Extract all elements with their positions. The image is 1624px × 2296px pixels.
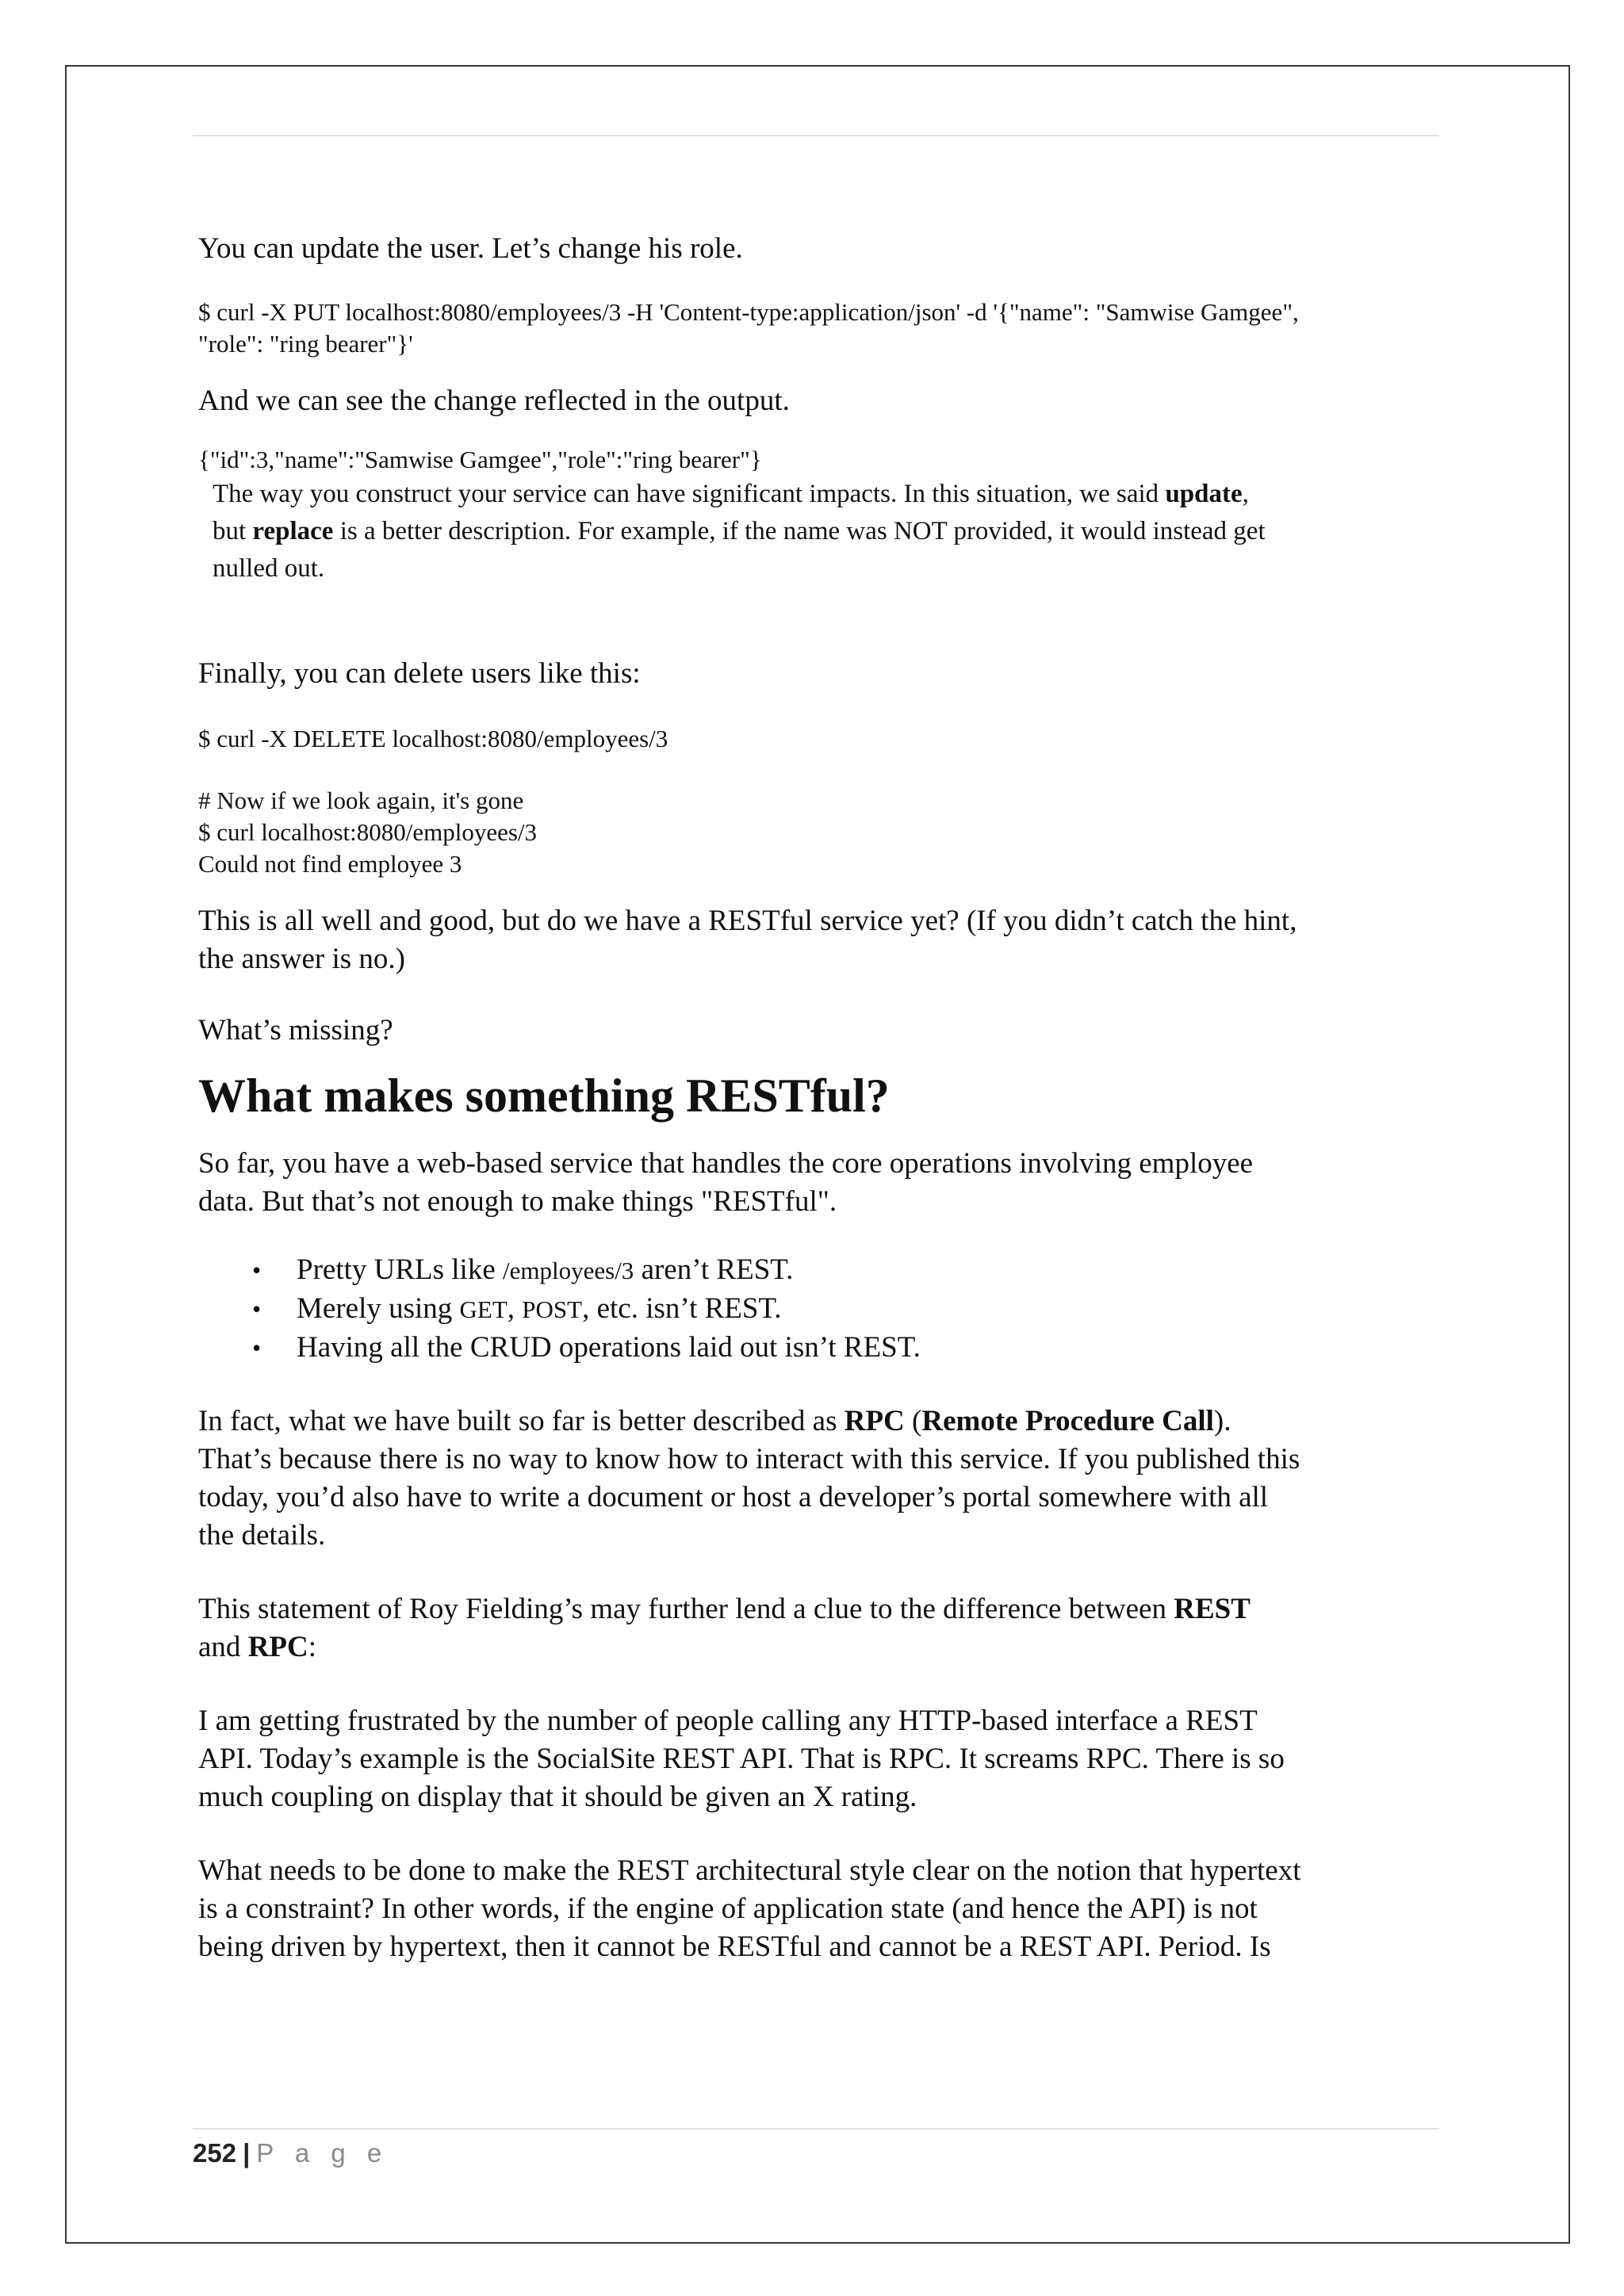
- list-item-text: Pretty URLs like: [297, 1253, 504, 1286]
- para-text: This statement of Roy Fielding’s may further lend a clue to the difference between: [198, 1593, 1174, 1625]
- note-bold-replace: replace: [252, 517, 334, 545]
- note-bold-update: update: [1165, 480, 1243, 508]
- note-line-2: [213, 513, 1435, 550]
- quote-2-line-2: is a constraint? In other words, if the engine of application state (and hence the API) is not: [198, 1892, 1258, 1925]
- para-update-intro: You can update the user. Let’s change his role.: [198, 232, 743, 265]
- note-text: The way you construct your service can have significant impacts. In this situation, we said: [213, 480, 1166, 508]
- list-item: • Having all the CRUD operations laid out isn’t REST.: [297, 1329, 1435, 1367]
- para-text: :: [308, 1631, 317, 1663]
- note-text: is a better description. For example, if the name was NOT provided, it would instead get: [333, 517, 1266, 545]
- para-rpc-line-3: today, you’d also have to write a document or host a developer’s portal somewhere with all: [198, 1481, 1269, 1513]
- quote-paragraph-1: [198, 1702, 1435, 1816]
- footer-rule: [193, 2128, 1439, 2130]
- code-put-line-2: "role": "ring bearer"}': [198, 330, 413, 358]
- page-content: [198, 230, 1435, 1966]
- para-change-reflected: And we can see the change reflected in the output.: [198, 385, 790, 417]
- section-heading: What makes something RESTful?: [198, 1070, 890, 1122]
- page-footer: [193, 2136, 389, 2171]
- footer-separator: |: [243, 2138, 251, 2168]
- inline-code: /employees/3: [503, 1257, 634, 1284]
- quote-2-line-1: What needs to be done to make the REST architectural style clear on the notion that hypertext: [198, 1854, 1301, 1887]
- bullet-list: [198, 1251, 1435, 1367]
- para-restful-question-line-1: This is all well and good, but do we have a RESTful service yet? (If you didn’t catch the hint,: [198, 905, 1297, 937]
- note-block: [213, 476, 1435, 587]
- list-item-text: Merely using: [297, 1292, 460, 1325]
- quote-1-line-2: API. Today’s example is the SocialSite REST API. That is RPC. It screams RPC. There is so: [198, 1743, 1285, 1775]
- para-delete-intro: Finally, you can delete users like this:: [198, 657, 641, 690]
- note-text: but: [213, 517, 253, 545]
- para-text: In fact, what we have built so far is better described as: [198, 1405, 845, 1437]
- list-item-text: aren’t REST.: [634, 1253, 794, 1286]
- code-after-line-2: $ curl localhost:8080/employees/3: [198, 818, 538, 846]
- code-put-line-1: $ curl -X PUT localhost:8080/employees/3 -H 'Content-type:application/json' -d '{"name": "Samwise Gamgee",: [198, 298, 1299, 326]
- list-item: [297, 1290, 1435, 1329]
- para-fielding-line-2: [198, 1628, 1435, 1667]
- para-rpc-line-4: the details.: [198, 1519, 326, 1552]
- inline-code: POST: [522, 1295, 583, 1323]
- para-so-far-line-2: data. But that’s not enough to make things "RESTful".: [198, 1185, 837, 1218]
- bold-remote-procedure-call: Remote Procedure Call: [921, 1405, 1214, 1437]
- note-line-3: nulled out.: [213, 554, 325, 583]
- para-restful-question-line-2: the answer is no.): [198, 943, 405, 975]
- code-after-line-3: Could not find employee 3: [198, 850, 462, 878]
- para-rpc-line-2: That’s because there is no way to know how to interact with this service. If you published this: [198, 1443, 1300, 1475]
- para-rpc: [198, 1402, 1435, 1555]
- page-label: P a g e: [256, 2138, 389, 2168]
- quote-paragraph-2: [198, 1852, 1435, 1966]
- bold-rpc: RPC: [844, 1405, 905, 1437]
- bold-rest: REST: [1174, 1593, 1251, 1625]
- list-item-text: , etc. isn’t REST.: [582, 1292, 782, 1325]
- list-item-text: ,: [507, 1292, 523, 1325]
- para-fielding: [198, 1590, 1435, 1667]
- code-delete: $ curl -X DELETE localhost:8080/employees/3: [198, 725, 668, 752]
- quote-2-line-3: being driven by hypertext, then it cannot be RESTful and cannot be a REST API. Period. Is: [198, 1931, 1271, 1963]
- note-text: ,: [1242, 480, 1249, 508]
- header-rule: [193, 135, 1439, 136]
- para-fielding-line-1: [198, 1590, 1435, 1628]
- list-item: [297, 1251, 1435, 1290]
- quote-1-line-1: I am getting frustrated by the number of people calling any HTTP-based interface a REST: [198, 1705, 1258, 1737]
- para-missing: What’s missing?: [198, 1014, 393, 1047]
- para-text: (: [904, 1405, 922, 1437]
- para-text: ).: [1213, 1405, 1231, 1437]
- quote-1-line-3: much coupling on display that it should be given an X rating.: [198, 1781, 917, 1813]
- code-after-line-1: # Now if we look again, it's gone: [198, 786, 524, 814]
- para-so-far-line-1: So far, you have a web-based service that handles the core operations involving employee: [198, 1147, 1254, 1180]
- para-text: and: [198, 1631, 248, 1663]
- bold-rpc: RPC: [247, 1631, 308, 1663]
- note-line-1: [213, 476, 1435, 513]
- inline-code: GET: [459, 1295, 508, 1323]
- page-number: 252: [193, 2138, 237, 2168]
- code-output: {"id":3,"name":"Samwise Gamgee","role":"ring bearer"}: [198, 446, 762, 473]
- para-rpc-line-1: [198, 1402, 1435, 1441]
